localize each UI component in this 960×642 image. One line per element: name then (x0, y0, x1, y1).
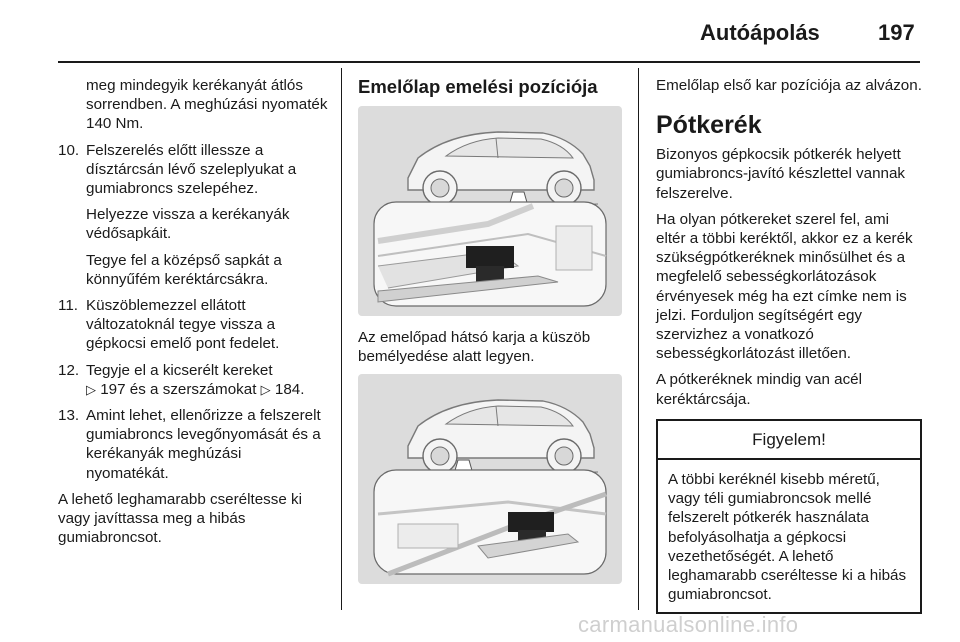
column-divider-right (638, 68, 639, 610)
step-text: Amint lehet, ellenőrizze a felszerelt gumiabroncs levegőnyomását és a kerékanyák meghúzási nyomatékát. (86, 407, 321, 482)
step-text: Helyezze vissza a kerékanyák védősapkáit. (86, 206, 290, 243)
step-text-start: Tegyje el a kicserélt kereket (86, 361, 273, 379)
lift-rear-arm-illustration (358, 106, 622, 316)
column-2 (358, 76, 624, 596)
page-reference-link[interactable]: 197 (100, 380, 126, 398)
column-divider-left (341, 68, 342, 610)
step-number: 10. (58, 141, 80, 159)
closing-paragraph: A lehető leghamarabb cseréltesse ki vagy javíttassa meg a hibás gumiabroncsot. (58, 490, 302, 547)
header-rule (58, 61, 920, 63)
watermark: carmanualsonline.info (578, 612, 799, 637)
warning-box (656, 419, 922, 615)
section-heading: Emelőlap emelési pozíciója (358, 76, 598, 97)
column-3 (656, 76, 922, 614)
step-text (86, 361, 328, 399)
page-reference-arrow-icon: ▷ (260, 381, 271, 397)
warning-title: Figyelem! (658, 421, 920, 460)
lift-front-arm-illustration (358, 374, 622, 584)
page-reference-arrow-icon: ▷ (86, 381, 96, 397)
step-11 (58, 296, 328, 354)
step-10 (58, 141, 328, 289)
warning-text: A többi keréknél kisebb méretű, vagy téli gumiabroncsok mellé felszerelt pótkerék használata befolyásolhatja a gépkocsi vezethetőségét. A lehető leghamarabb cseréltesse ki a hibás gumiabroncsot. (668, 471, 907, 604)
step-number: 12. (58, 361, 80, 379)
step-text-middle: és a szerszámokat (125, 380, 261, 398)
step-text: Felszerelés előtt illessze a dísztárcsán lévő szeleplyukat a gumiabroncs szelepéhez. (86, 141, 297, 198)
step-number: 13. (58, 407, 80, 425)
step-text-end: . (300, 380, 305, 398)
step-text: Tegye fel a középső sapkát a könnyűfém keréktárcsákra. (86, 251, 282, 288)
figure-caption: Az emelőpad hátsó karja a küszöb bemélyedése alatt legyen. (358, 329, 591, 366)
intro-paragraph: Emelőlap első kar pozíciója az alvázon. (656, 77, 922, 94)
continued-text: meg mindegyik kerékanyát átlós sorrendben. A meghúzási nyomaték 140 Nm. (86, 77, 328, 133)
step-13 (58, 406, 328, 483)
column-1 (58, 76, 328, 554)
paragraph: Bizonyos gépkocsik pótkerék helyett gumiabroncs-javító készlettel vannak felszerelve. (656, 146, 906, 202)
page-number: 197 (878, 20, 915, 45)
section-title: Autóápolás (700, 20, 820, 45)
step-number: 11. (58, 297, 78, 315)
page-reference-link[interactable]: 184 (274, 380, 301, 398)
paragraph: A pótkeréknek mindig van acél keréktárcsája. (656, 371, 862, 408)
section-heading-spare-wheel: Pótkerék (656, 111, 762, 140)
step-12 (58, 361, 328, 399)
step-text: Küszöblemezzel ellátott változatoknál tegye vissza a gépkocsi emelő pont fedelet. (86, 297, 280, 353)
paragraph: Ha olyan pótkereket szerel fel, ami eltér a többi keréktől, akkor ez a kerék szükségpótkeréknek minősülhet és a megfelelő sebességkorlátozások érvényesek még ha ezt címke nem is jelzi. Forduljon segítségért egy szervizhez a vonatkozó sebességkorlátozást illetően. (656, 210, 913, 363)
